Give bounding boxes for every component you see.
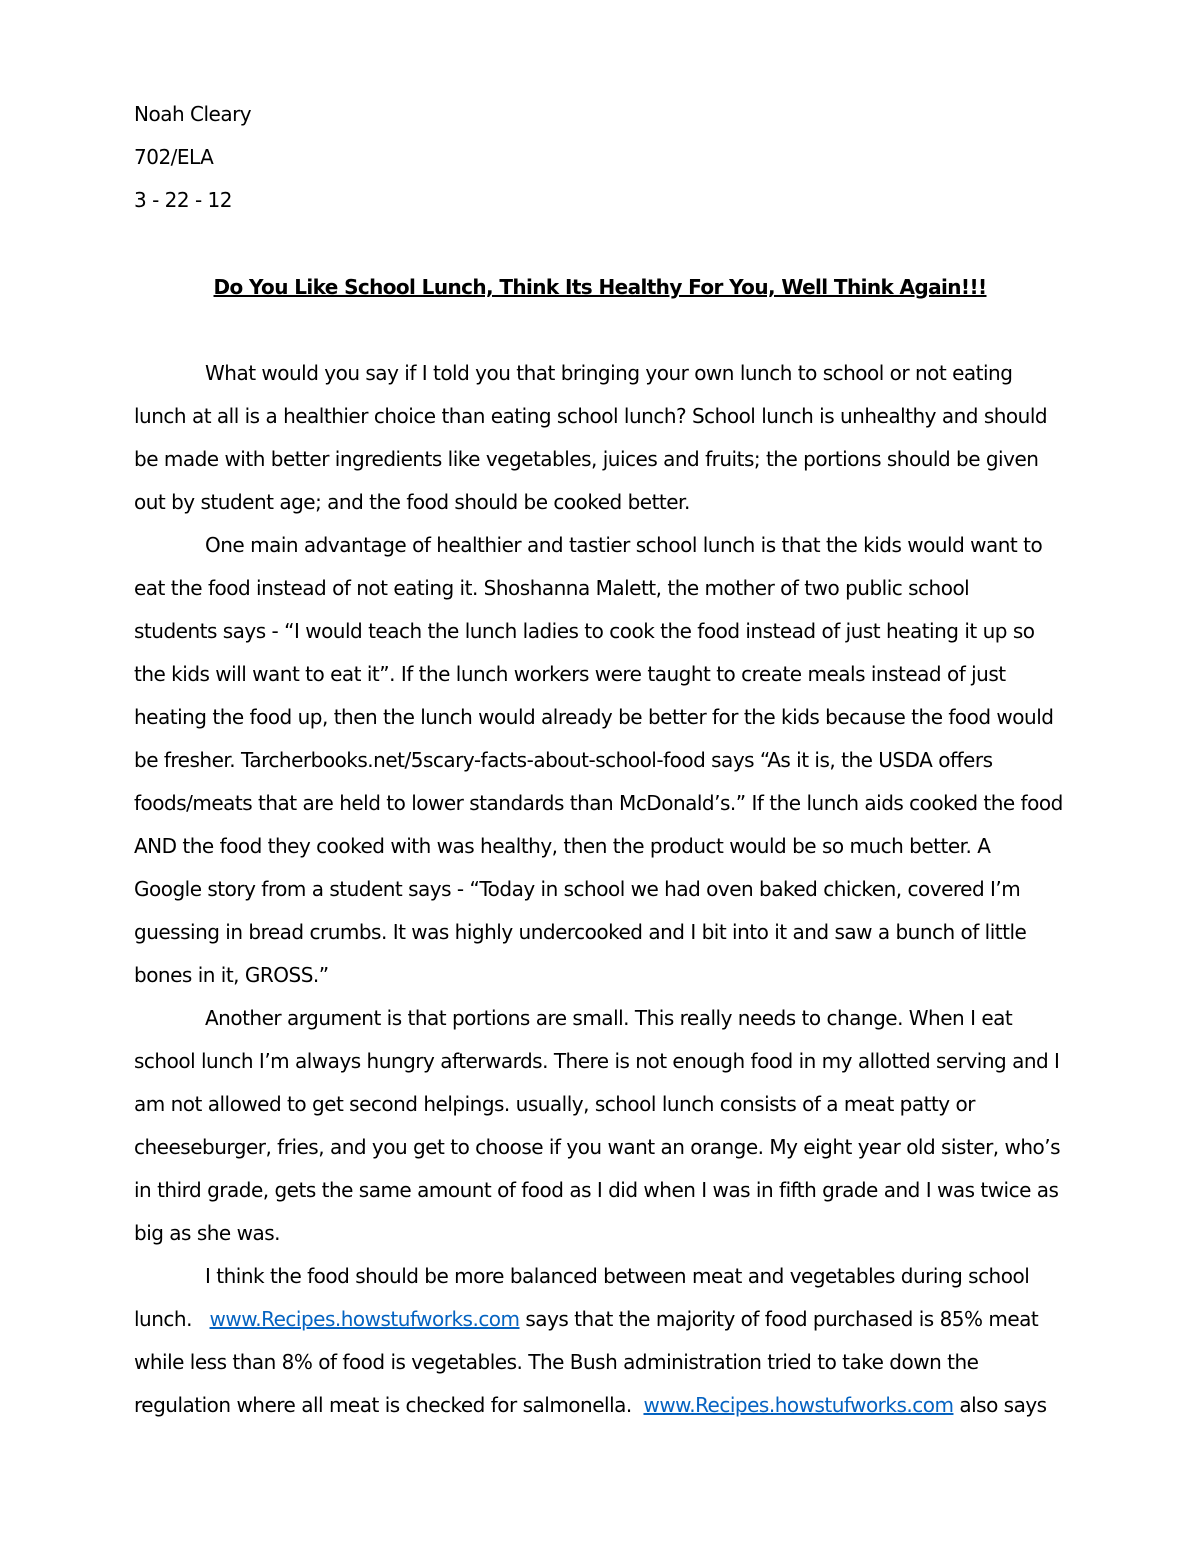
- paragraph-line: the kids will want to eat it”. If the lunch workers were taught to create meals instead of just: [134, 662, 1006, 686]
- line-text: lunch.: [134, 1307, 210, 1331]
- paragraph-line: [134, 1392, 1047, 1418]
- paragraph-line: am not allowed to get second helpings. usually, school lunch consists of a meat patty or: [134, 1092, 975, 1116]
- paragraph-line: Another argument is that portions are small. This really needs to change. When I eat: [205, 1006, 1013, 1030]
- class-label: 702/ELA: [134, 145, 214, 169]
- paragraph-line: eat the food instead of not eating it. Shoshanna Malett, the mother of two public school: [134, 576, 970, 600]
- recipes-link[interactable]: www.Recipes.howstufworks.com: [209, 1307, 520, 1331]
- paragraph-line: be fresher. Tarcherbooks.net/5scary-facts-about-school-food says “As it is, the USDA offers: [134, 748, 993, 772]
- line-text: regulation where all meat is checked for salmonella.: [134, 1393, 644, 1417]
- recipes-link[interactable]: www.Recipes.howstufworks.com: [643, 1393, 954, 1417]
- paragraph-line: out by student age; and the food should be cooked better.: [134, 490, 690, 514]
- paragraph-line: bones in it, GROSS.”: [134, 963, 329, 987]
- paragraph-line: [134, 1306, 1038, 1332]
- paragraph-line: One main advantage of healthier and tastier school lunch is that the kids would want to: [205, 533, 1043, 557]
- paragraph-line: I think the food should be more balanced between meat and vegetables during school: [205, 1264, 1030, 1288]
- paragraph-line: What would you say if I told you that bringing your own lunch to school or not eating: [205, 361, 1013, 385]
- paragraph-line: Google story from a student says - “Today in school we had oven baked chicken, covered I’m: [134, 877, 1021, 901]
- paragraph-line: in third grade, gets the same amount of food as I did when I was in fifth grade and I was twice as: [134, 1178, 1059, 1202]
- paragraph-line: big as she was.: [134, 1221, 280, 1245]
- essay-title: Do You Like School Lunch, Think Its Healthy For You, Well Think Again!!!: [213, 275, 987, 299]
- paragraph-line: lunch at all is a healthier choice than eating school lunch? School lunch is unhealthy and should: [134, 404, 1048, 428]
- paragraph-line: AND the food they cooked with was healthy, then the product would be so much better. A: [134, 834, 991, 858]
- date-label: 3 - 22 - 12: [134, 188, 232, 212]
- paragraph-line: cheeseburger, fries, and you get to choose if you want an orange. My eight year old sister, who’s: [134, 1135, 1061, 1159]
- paragraph-line: students says - “I would teach the lunch ladies to cook the food instead of just heating it up so: [134, 619, 1035, 643]
- line-text: says that the majority of food purchased is 85% meat: [519, 1307, 1039, 1331]
- paragraph-line: be made with better ingredients like vegetables, juices and fruits; the portions should be given: [134, 447, 1039, 471]
- paragraph-line: foods/meats that are held to lower standards than McDonald’s.” If the lunch aids cooked the food: [134, 791, 1063, 815]
- line-text: also says: [953, 1393, 1047, 1417]
- paragraph-line: while less than 8% of food is vegetables. The Bush administration tried to take down the: [134, 1350, 979, 1374]
- paragraph-line: guessing in bread crumbs. It was highly undercooked and I bit into it and saw a bunch of little: [134, 920, 1027, 944]
- paragraph-line: school lunch I’m always hungry afterwards. There is not enough food in my allotted serving and I: [134, 1049, 1060, 1073]
- author-name: Noah Cleary: [134, 102, 252, 126]
- paragraph-line: heating the food up, then the lunch would already be better for the kids because the food would: [134, 705, 1054, 729]
